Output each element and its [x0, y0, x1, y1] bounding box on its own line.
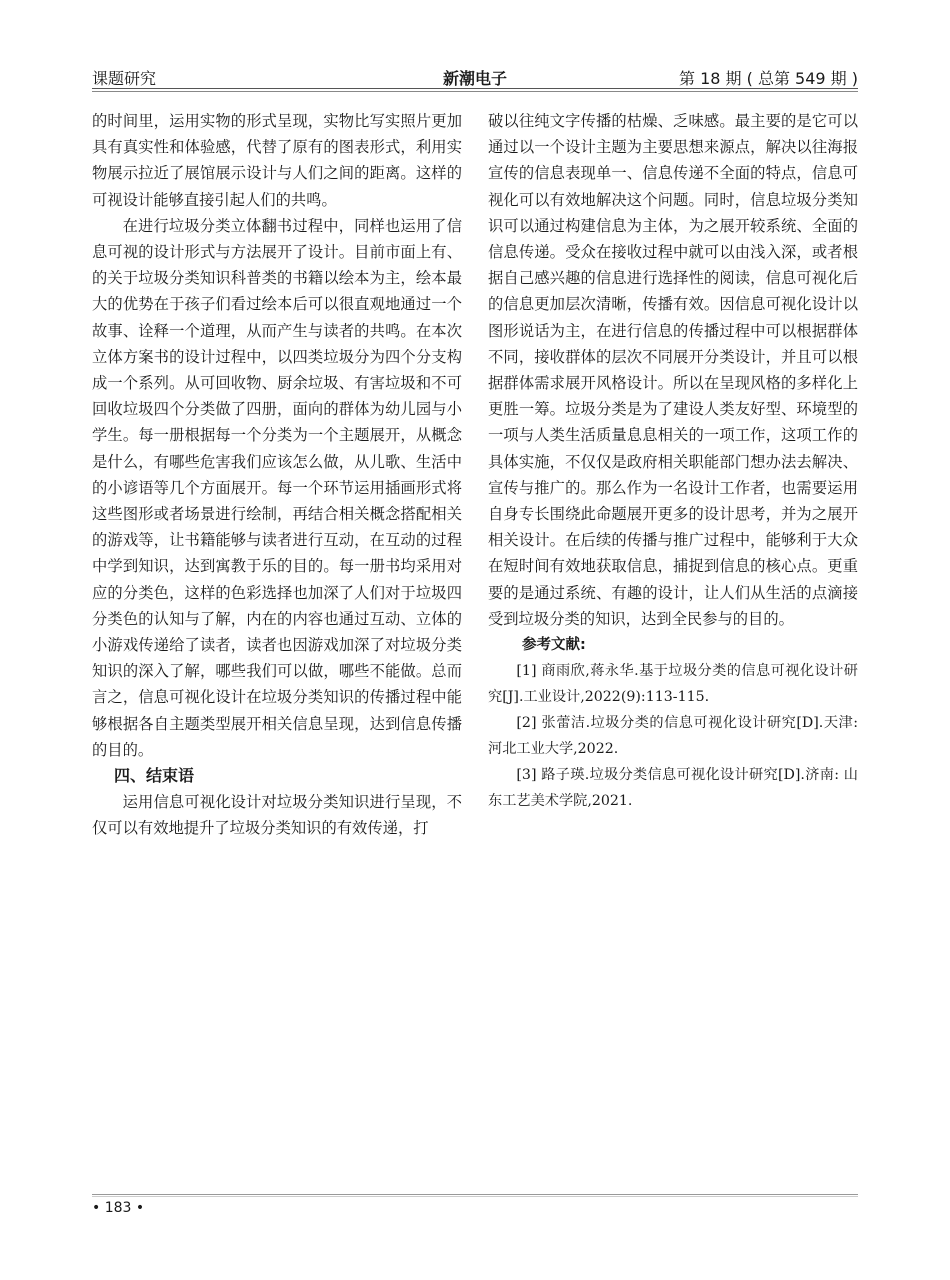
paragraph-continued: 的时间里，运用实物的形式呈现，实物比写实照片更加具有真实性和体验感，代替了原有的图表形式，利用实物展示拉近了展馆展示设计与人们之间的距离。这样的可视设计能够直接引起人们的共鸣。 [92, 112, 462, 209]
header-issue-number: 第 18 期 ( 总第 549 期 ) [679, 69, 858, 88]
footer-rule-secondary [92, 1196, 858, 1197]
left-column [92, 108, 462, 842]
reference-item: [1] 商雨欣,蒋永华.基于垃圾分类的信息可视化设计研究[J].工业设计,2022(9):113-115. [488, 663, 858, 706]
paragraph-conclusion-continued: 破以往纯文字传播的枯燥、乏味感。最主要的是它可以通过以一个设计主题为主要思想来源点，解决以往海报宣传的信息表现单一、信息传递不全面的特点，信息可视化可以有效地解决这个问题。同时，信息垃圾分类知识可以通过构建信息为主体，为之展开较系统、全面的信息传递。受众在接收过程中就可以由浅入深，或者根据自己感兴趣的信息进行选择性的阅读，信息可视化后的信息更加层次清晰，传播有效。因信息可视化设计以图形说话为主，在进行信息的传播过程中可以根据群体不同，接收群体的层次不同展开分类设计，并且可以根据群体需求展开风格设计。所以在呈现风格的多样化上更胜一筹。垃圾分类是为了建设人类友好型、环境型的一项与人类生活质量息息相关的一项工作，这项工作的具体实施，不仅仅是政府相关职能部门想办法去解决、宣传与推广的。那么作为一名设计工作者，也需要运用自身专长围绕此命题展开更多的设计思考，并为之展开相关设计。在后续的传播与推广过程中，能够利于大众在短时间有效地获取信息，捕捉到信息的核心点。更重要的是通过系统、有趣的设计，让人们从生活的点滴接受到垃圾分类的知识，达到全民参与的目的。 [488, 112, 858, 628]
reference-item: [2] 张蕾洁.垃圾分类的信息可视化设计研究[D].天津: 河北工业大学,2022. [488, 715, 858, 758]
running-header [92, 62, 858, 88]
paragraph-conclusion: 运用信息可视化设计对垃圾分类知识进行呈现，不仅可以有效地提升了垃圾分类知识的有效传递，打 [92, 793, 462, 838]
footer-rule [92, 1194, 858, 1195]
header-rule-secondary [92, 91, 858, 92]
references-title: 参考文献: [522, 637, 586, 654]
header-rule [92, 88, 858, 89]
reference-item: [3] 路子瑛.垃圾分类信息可视化设计研究[D].济南: 山东工艺美术学院,2021. [488, 767, 858, 810]
paragraph-popup-book: 在进行垃圾分类立体翻书过程中，同样也运用了信息可视的设计形式与方法展开了设计。目前市面上有、的关于垃圾分类知识科普类的书籍以绘本为主，绘本最大的优势在于孩子们看过绘本后可以很直观地通过一个故事、诠释一个道理，从而产生与读者的共鸣。在本次立体方案书的设计过程中，以四类垃圾分为四个分支构成一个系列。从可回收物、厨余垃圾、有害垃圾和不可回收垃圾四个分类做了四册，面向的群体为幼儿园与小学生。每一册根据每一个分类为一个主题展开，从概念是什么，有哪些危害我们应该怎么做，从儿歌、生活中的小谚语等几个方面展开。每一个环节运用插画形式将这些图形或者场景进行绘制，再结合相关概念搭配相关的游戏等，让书籍能够与读者进行互动，在互动的过程中学到知识，达到寓教于乐的目的。每一册书均采用对应的分类色，这样的色彩选择也加深了人们对于垃圾四分类色的认知与了解，内在的内容也通过互动、立体的小游戏传递给了读者，读者也因游戏加深了对垃圾分类知识的深入了解，哪些我们可以做，哪些不能做。总而言之，信息可视化设计在垃圾分类知识的传播过程中能够根据各自主题类型展开相关信息呈现，达到信息传播的目的。 [92, 216, 462, 759]
page-number: • 183 • [92, 1200, 145, 1216]
header-journal-title: 新潮电子 [442, 69, 507, 88]
header-section-label: 课题研究 [92, 69, 157, 88]
right-column [488, 108, 858, 814]
section-heading-conclusion: 四、结束语 [114, 766, 195, 786]
